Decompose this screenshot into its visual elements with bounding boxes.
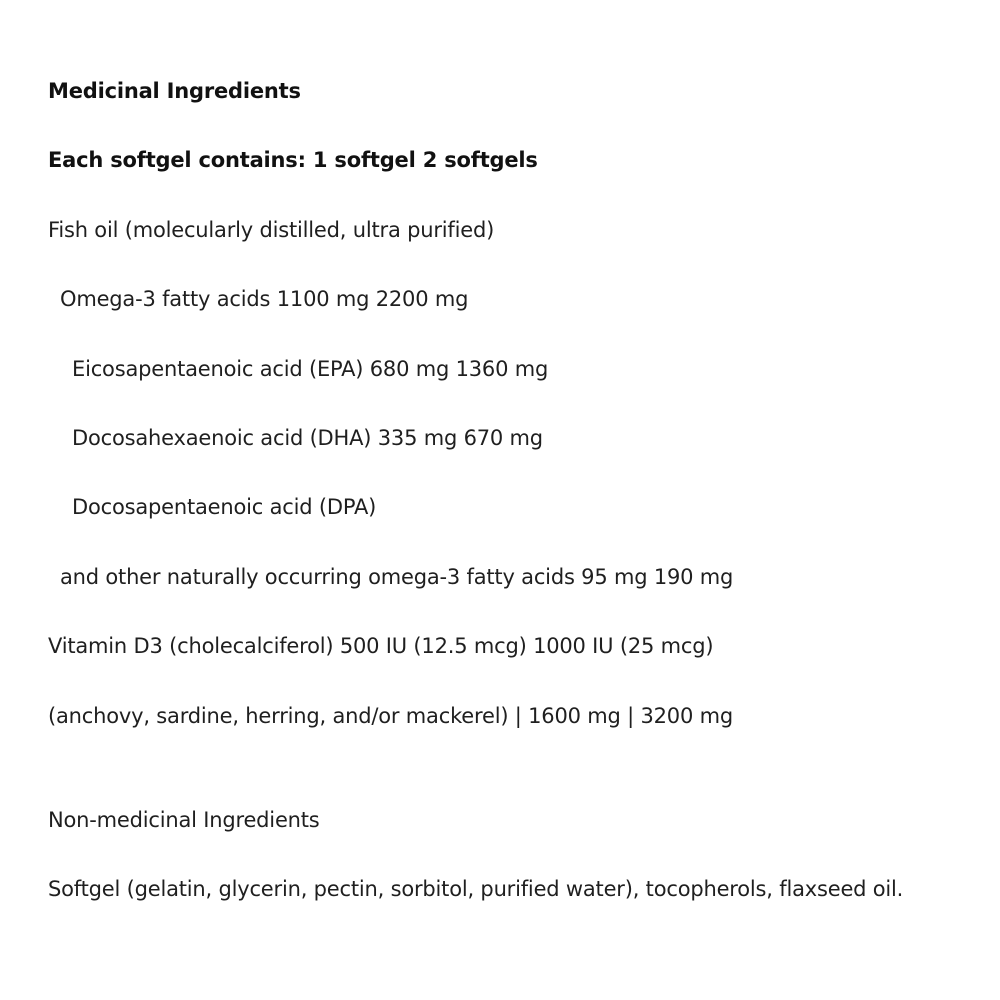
epa-line: Eicosapentaenoic acid (EPA) 680 mg 1360 mg — [72, 357, 549, 381]
dha-line: Docosahexaenoic acid (DHA) 335 mg 670 mg — [72, 426, 543, 450]
non-medicinal-text: Softgel (gelatin, glycerin, pectin, sorbitol, purified water), tocopherols, flaxseed oil. — [48, 877, 904, 901]
fish-oil-line: Fish oil (molecularly distilled, ultra purified) — [48, 218, 495, 242]
other-omega3-line: and other naturally occurring omega-3 fatty acids 95 mg 190 mg — [60, 565, 734, 589]
fish-source-line: (anchovy, sardine, herring, and/or mackerel) | 1600 mg | 3200 mg — [48, 704, 733, 728]
non-medicinal-heading: Non-medicinal Ingredients — [48, 808, 320, 832]
omega3-line: Omega-3 fatty acids 1100 mg 2200 mg — [60, 287, 469, 311]
medicinal-ingredients-heading: Medicinal Ingredients — [48, 79, 301, 103]
vitamin-d3-line: Vitamin D3 (cholecalciferol) 500 IU (12.5 mcg) 1000 IU (25 mcg) — [48, 634, 714, 658]
softgel-contents-heading: Each softgel contains: 1 softgel 2 softgels — [48, 148, 538, 172]
dpa-line: Docosapentaenoic acid (DPA) — [72, 495, 377, 519]
